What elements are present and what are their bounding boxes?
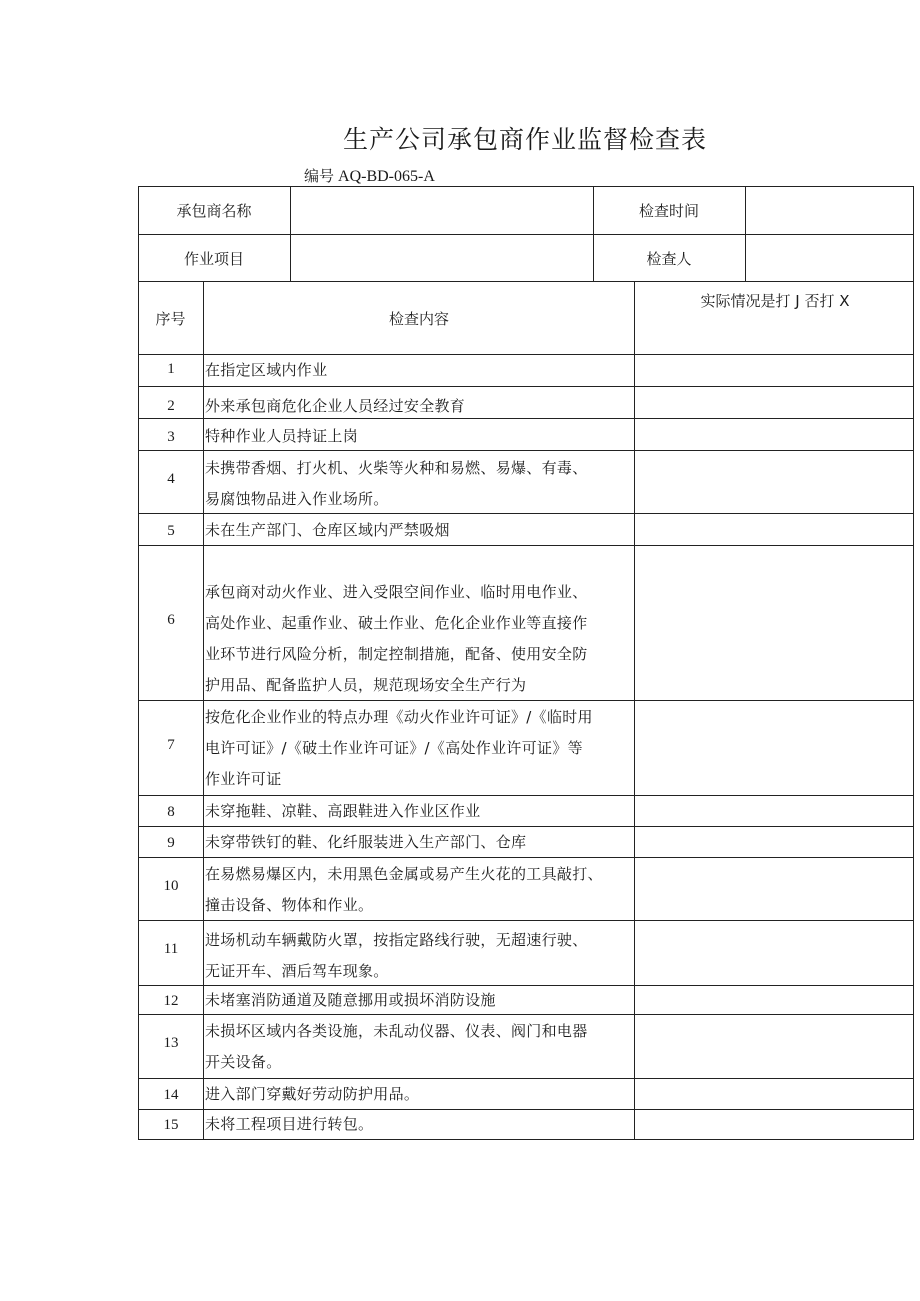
row-result-cell[interactable] [636, 796, 914, 826]
row-content: 未在生产部门、仓库区域内严禁吸烟 [205, 521, 450, 539]
document-code-label: 编号 [304, 167, 335, 185]
row-result-cell[interactable] [636, 858, 914, 920]
row-content: 未携带香烟、打火机、火柴等火种和易燃、易爆、有毒、 易腐蚀物品进入作业场所。 [205, 459, 588, 508]
row-number: 11 [163, 941, 179, 957]
inspector-field[interactable] [746, 234, 914, 282]
row-result-cell[interactable] [636, 921, 914, 985]
column-result: 实际情况是打 J 否打 X [700, 292, 850, 310]
document-code [304, 165, 435, 186]
inspector-label: 检查人 [646, 249, 692, 268]
row-result-cell[interactable] [636, 419, 914, 450]
row-content: 按危化企业作业的特点办理《动火作业许可证》/《临时用 电许可证》/《破土作业许可证》/《高处作业许可证》等 作业许可证 [205, 708, 593, 788]
row-result-cell[interactable] [636, 514, 914, 545]
document-code-value: AQ-BD-065-A [338, 168, 435, 185]
row-content: 进场机动车辆戴防火罩，按指定路线行驶，无超速行驶、 无证开车、酒后驾车现象。 [205, 931, 588, 980]
row-number: 1 [167, 361, 175, 377]
row-content: 未穿拖鞋、凉鞋、高跟鞋进入作业区作业 [205, 802, 481, 820]
contractor-name-label: 承包商名称 [176, 201, 252, 220]
row-result-cell[interactable] [636, 355, 914, 386]
row-number: 15 [163, 1117, 179, 1133]
row-content: 未将工程项目进行转包。 [205, 1115, 374, 1133]
row-number: 4 [167, 471, 175, 487]
row-number: 14 [163, 1087, 179, 1103]
row-number: 5 [167, 523, 175, 539]
row-result-cell[interactable] [636, 701, 914, 795]
row-number: 10 [163, 878, 179, 894]
row-content: 在指定区域内作业 [205, 361, 328, 379]
project-field[interactable] [291, 234, 593, 282]
inspect-time-label: 检查时间 [638, 201, 699, 220]
row-number: 7 [167, 737, 175, 753]
row-content: 未穿带铁钉的鞋、化纤服装进入生产部门、仓库 [205, 833, 527, 851]
row-content: 承包商对动火作业、进入受限空间作业、临时用电作业、 高处作业、起重作业、破土作业、危化企业作业等直接作 业环节进行风险分析，制定控制措施，配备、使用安全防 护用品、配备监护人员，规范现场安全生产行为 [205, 583, 588, 694]
inspect-time-field[interactable] [746, 186, 914, 234]
row-number: 13 [163, 1035, 179, 1051]
row-number: 6 [167, 612, 175, 628]
row-result-cell[interactable] [636, 546, 914, 700]
row-content: 在易燃易爆区内，未用黑色金属或易产生火花的工具敲打、 撞击设备、物体和作业。 [205, 865, 603, 914]
row-content: 特种作业人员持证上岗 [205, 427, 359, 445]
row-result-cell[interactable] [636, 451, 914, 513]
row-number: 12 [163, 993, 179, 1009]
row-result-cell[interactable] [636, 827, 914, 857]
row-content: 未损坏区域内各类设施，未乱动仪器、仪表、阀门和电器 开关设备。 [205, 1022, 588, 1071]
row-number: 9 [167, 835, 175, 851]
row-result-cell[interactable] [636, 1015, 914, 1078]
project-label: 作业项目 [183, 249, 244, 268]
row-result-cell[interactable] [636, 986, 914, 1014]
row-result-cell[interactable] [636, 1079, 914, 1109]
row-number: 8 [167, 804, 175, 820]
column-content: 检查内容 [388, 310, 449, 328]
row-content: 外来承包商危化企业人员经过安全教育 [205, 397, 466, 415]
page-title: 生产公司承包商作业监督检查表 [342, 125, 707, 154]
row-result-cell[interactable] [636, 387, 914, 418]
contractor-name-field[interactable] [291, 186, 593, 234]
row-number: 2 [167, 398, 175, 414]
column-seq: 序号 [155, 310, 186, 328]
row-result-cell[interactable] [636, 1110, 914, 1139]
row-content: 未堵塞消防通道及随意挪用或损坏消防设施 [205, 991, 496, 1009]
row-content: 进入部门穿戴好劳动防护用品。 [205, 1085, 420, 1103]
row-number: 3 [167, 429, 175, 445]
